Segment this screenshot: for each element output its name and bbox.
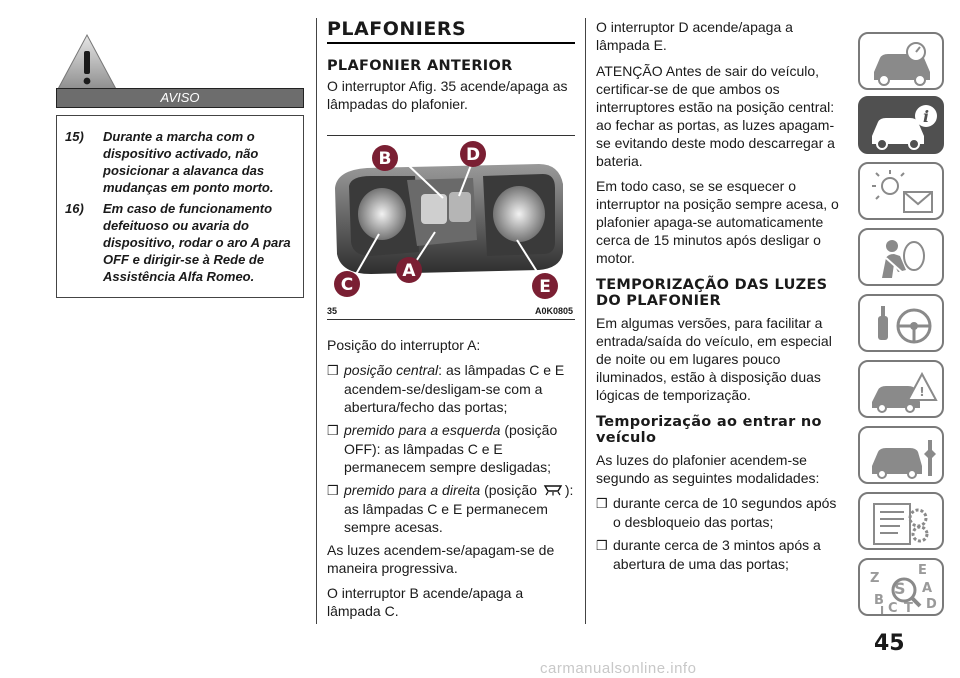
intro-paragraph: O interruptor Afig. 35 acende/apaga as lâmpadas do plafonier. — [327, 78, 568, 112]
figure-code: A0K0805 — [534, 306, 573, 316]
list-item: ❒ durante cerca de 10 segundos após o desbloqueio das portas; — [596, 495, 837, 530]
paragraph: Em algumas versões, para facilitar a entrada/saída do veículo, em especial de noite ou em lugares pouco iluminados, estão à disposição duas lógicas de temporização. — [596, 315, 832, 403]
aviso-item — [65, 128, 295, 196]
ceiling-lamp-illustration — [327, 136, 575, 314]
list-item-text: ): as lâmpadas C e E permanecem sempre acesas. — [344, 482, 574, 535]
list-item-text: durante cerca de 3 mintos após a abertura de uma das portas; — [613, 537, 821, 572]
svg-text:i: i — [922, 107, 930, 126]
aviso-text: Durante a marcha com o dispositivo activado, não posicionar a alavanca das mudanças em ponto morto. — [103, 129, 274, 195]
index-icon — [860, 560, 946, 618]
aviso-number: 16) — [65, 201, 84, 216]
svg-text:C: C — [888, 601, 898, 616]
tab-starting-driving[interactable] — [858, 294, 944, 352]
paragraph: As luzes do plafonier acendem-se segundo as seguintes modalidades: — [596, 452, 820, 486]
list-item-text: : as lâmpadas C e E acendem-se/desligam-se com a abertura/fecho das portas; — [344, 362, 565, 415]
callout-c — [334, 271, 360, 297]
tab-technical-data[interactable] — [858, 492, 944, 550]
dashboard-icon — [860, 34, 946, 92]
paragraph: O interruptor D acende/apaga a lâmpada E. — [596, 19, 793, 53]
callout-e — [532, 273, 558, 299]
attention-paragraph: ATENÇÃO Antes de sair do veículo, certificar-se de que ambos os interruptores estão na posição central: ao fechar as portas, as luzes apagam-se evitando deste modo descarregar a bateria. — [596, 63, 835, 169]
tab-index[interactable] — [858, 558, 944, 616]
svg-text:Z: Z — [870, 571, 880, 586]
section-title: PLAFONIERS — [327, 18, 575, 44]
tab-warning-lights[interactable] — [858, 162, 944, 220]
list-item: ❒ durante cerca de 3 mintos após a abertura de uma das portas; — [596, 537, 821, 572]
svg-text:E: E — [918, 563, 927, 578]
list-item: ❒ posição central: as lâmpadas C e E acendem-se/desligam-se com a abertura/fecho das portas; — [327, 362, 565, 415]
aviso-text: Em caso de funcionamento defeituoso ou avaria do dispositivo, rodar o aro A para OFF e dirigir-se à Rede de Assistência Alfa Romeo. — [103, 201, 291, 284]
callout-d — [460, 141, 486, 167]
interior-light-on-icon — [541, 483, 565, 496]
page-number: 45 — [874, 631, 905, 656]
paragraph: O interruptor B acende/apaga a lâmpada C. — [327, 585, 524, 619]
list-item-emphasis: posição central — [344, 362, 439, 378]
aviso-title: AVISO — [56, 88, 304, 108]
plafoniers-column — [327, 18, 575, 627]
safety-airbag-icon — [860, 230, 946, 288]
subsection-title: TEMPORIZAÇÃO DAS LUZES DO PLAFONIER — [596, 277, 828, 309]
list-item-text: (posição — [480, 482, 541, 498]
maintenance-icon — [860, 428, 946, 486]
svg-text:D: D — [465, 145, 481, 165]
position-heading: Posição do interruptor A: — [327, 337, 481, 353]
tab-dashboard[interactable] — [858, 32, 944, 90]
list-item-emphasis: premido para a direita — [344, 482, 481, 498]
tab-emergency[interactable] — [858, 360, 944, 418]
subsection-title: PLAFONIER ANTERIOR — [327, 58, 513, 74]
svg-text:A: A — [402, 261, 416, 281]
aviso-item — [65, 200, 295, 285]
svg-text:A: A — [922, 581, 933, 596]
watermark: carmanualsonline.info — [540, 660, 697, 677]
paragraph: Em todo caso, se se esquecer o interruptor na posição sempre acesa, o plafonier apaga-se automaticamente cerca de 15 minutos após desligar o motor. — [596, 178, 839, 266]
list-item: ❒ premido para a esquerda (posição OFF): as lâmpadas C e E permanecem sempre desligadas; — [327, 422, 558, 475]
list-item: ❒ premido para a direita (posição ): as lâmpadas C e E permanecem sempre acesas. — [327, 482, 574, 535]
svg-text:I: I — [880, 604, 885, 617]
aviso-number: 15) — [65, 129, 84, 144]
list-item-text: (posição OFF): as lâmpadas C e E permanecem sempre desligadas; — [344, 422, 558, 475]
list-item-text: durante cerca de 10 segundos após o desbloqueio das portas; — [613, 495, 837, 530]
callout-b — [372, 145, 398, 171]
svg-text:B: B — [378, 149, 392, 169]
timing-column — [596, 18, 844, 578]
car-info-icon — [860, 98, 946, 156]
svg-text:T: T — [904, 601, 913, 616]
paragraph: As luzes acendem-se/apagam-se de maneira progressiva. — [327, 542, 555, 576]
subsection-title: Temporização ao entrar no veículo — [596, 414, 822, 446]
figure-35 — [327, 135, 575, 320]
figure-number: 35 — [327, 306, 338, 316]
starting-driving-icon — [860, 296, 946, 354]
warning-lights-icon — [860, 164, 946, 222]
aviso-box — [56, 115, 304, 298]
svg-text:E: E — [539, 277, 551, 297]
emergency-icon — [860, 362, 946, 420]
callout-a — [396, 257, 422, 283]
svg-text:C: C — [340, 275, 354, 295]
column-divider — [585, 18, 586, 624]
technical-data-icon — [860, 494, 946, 552]
svg-text:D: D — [926, 597, 937, 612]
svg-text:B: B — [874, 593, 884, 608]
tab-safety[interactable] — [858, 228, 944, 286]
warning-triangle-icon — [56, 33, 118, 91]
svg-text:S: S — [894, 579, 906, 598]
list-item-emphasis: premido para a esquerda — [344, 422, 501, 438]
column-divider — [316, 18, 317, 624]
svg-text:!: ! — [919, 385, 925, 399]
tab-maintenance[interactable] — [858, 426, 944, 484]
tab-car-info[interactable] — [858, 96, 944, 154]
